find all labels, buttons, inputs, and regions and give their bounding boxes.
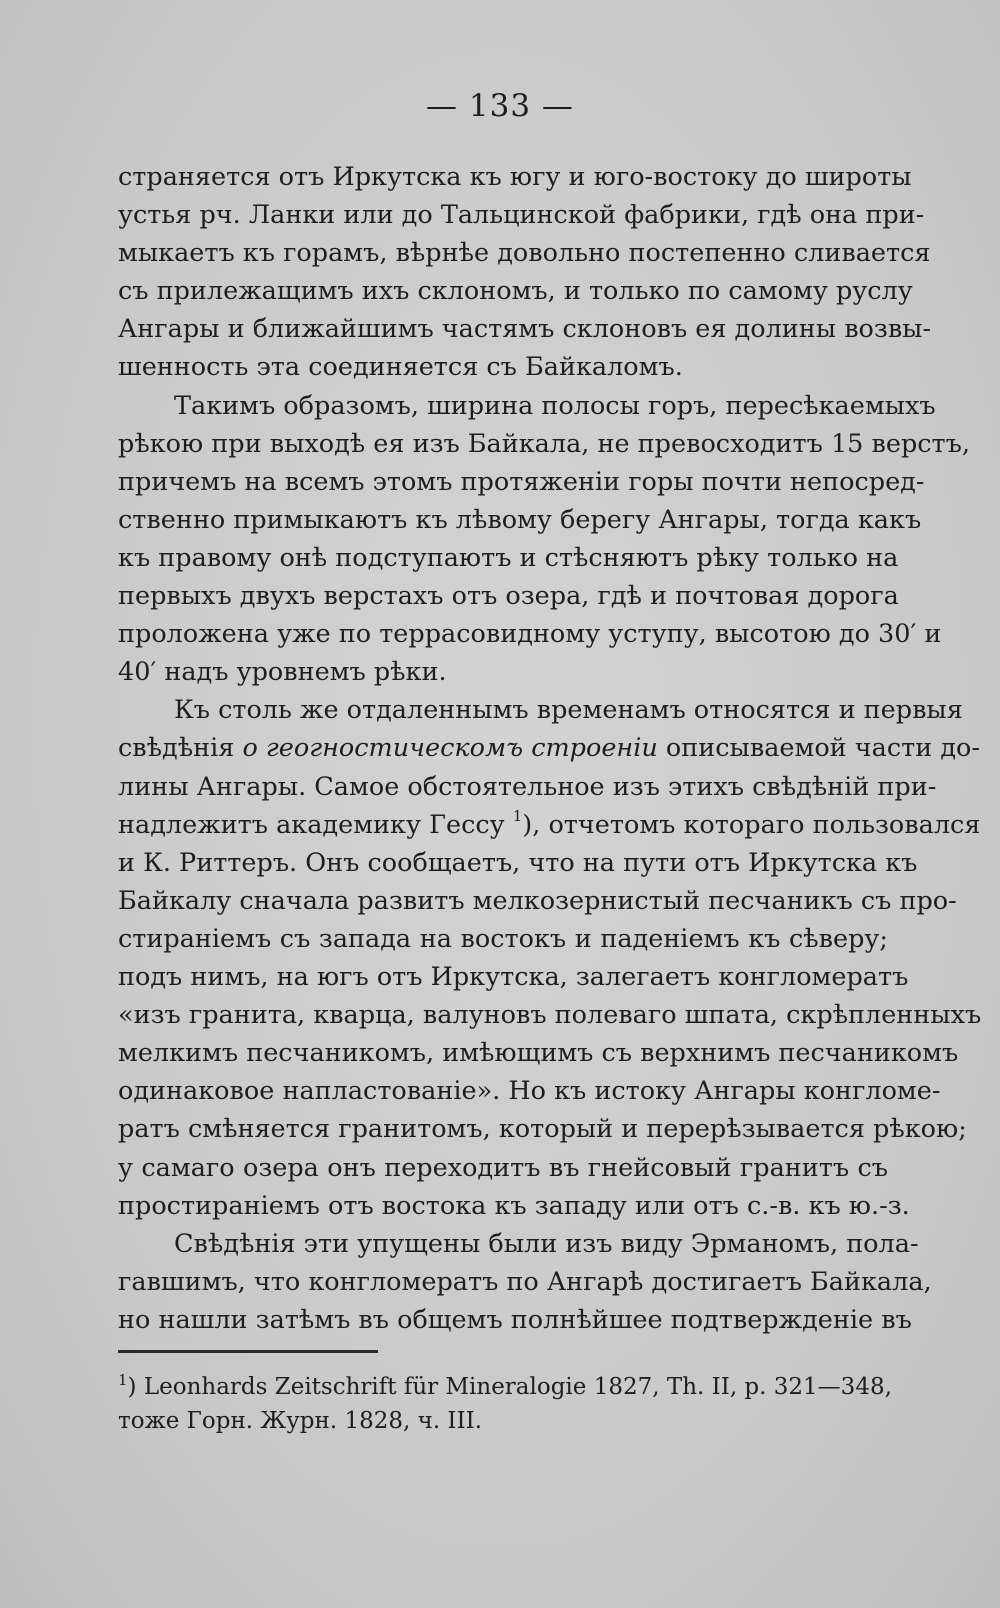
text-line: одинаковое напластованіе». Но къ истоку Ангары конгломе- <box>118 1076 941 1107</box>
text-line: «изъ гранита, кварца, валуновъ полеваго шпата, скрѣпленныхъ <box>118 1000 982 1031</box>
text-line: ратъ смѣняется гранитомъ, который и перерѣзывается рѣкою; <box>118 1114 967 1145</box>
text-segment: описываемой части до- <box>657 733 980 764</box>
text-line: лины Ангары. Самое обстоятельное изъ этихъ свѣдѣній при- <box>118 771 937 802</box>
text-line: шенность эта соединяется съ Байкаломъ. <box>118 352 683 383</box>
text-line: проложена уже по террасовидному уступу, высотою до 30′ и <box>118 619 942 650</box>
text-line: 40′ надъ уровнемъ рѣки. <box>118 657 447 688</box>
text-line: страняется отъ Иркутска къ югу и юго-востоку до широты <box>118 162 912 192</box>
text-line: устья рч. Ланки или до Тальцинской фабрики, гдѣ она при- <box>118 200 925 231</box>
text-segment: ), отчетомъ котораго пользовался <box>522 809 981 840</box>
footnote-text: ) Leonhards Zeitschrift für Mineralogie 1827, Th. II, p. 321—348, <box>127 1374 892 1400</box>
text-line: но нашли затѣмъ въ общемъ полнѣйшее подтвержденіе въ <box>118 1305 912 1336</box>
text-line: причемъ на всемъ этомъ протяженіи горы почти непосред- <box>118 466 925 497</box>
paragraph-3 <box>118 691 982 1224</box>
text-line: подъ нимъ, на югъ отъ Иркутска, залегаетъ конгломератъ <box>118 962 909 993</box>
footnote-ref: 1 <box>512 806 523 825</box>
page-number: — 133 — <box>426 88 574 124</box>
text-line: первыхъ двухъ верстахъ отъ озера, гдѣ и почтовая дорога <box>118 581 899 612</box>
text-segment: свѣдѣнія <box>118 733 243 764</box>
text-line: у самаго озера онъ переходитъ въ гнейсовый гранитъ съ <box>118 1152 888 1183</box>
text-line: рѣкою при выходѣ ея изъ Байкала, не превосходитъ 15 верстъ, <box>118 428 970 459</box>
footnote-line <box>118 1370 892 1404</box>
italic-phrase: о геогностическомъ строеніи <box>242 733 658 764</box>
paragraph-1 <box>118 158 932 387</box>
paragraph-2 <box>118 387 970 692</box>
footnote <box>118 1370 892 1438</box>
text-line: простираніемъ отъ востока къ западу или отъ с.-в. къ ю.-з. <box>118 1190 910 1221</box>
text-line: съ прилежащимъ ихъ склономъ, и только по самому руслу <box>118 276 913 307</box>
text-line: и К. Риттеръ. Онъ сообщаетъ, что на пути отъ Иркутска къ <box>118 847 918 878</box>
footnote-marker: 1 <box>118 1371 128 1389</box>
text-line: къ правому онѣ подступаютъ и стѣсняютъ рѣку только на <box>118 542 899 573</box>
text-line: гавшимъ, что конгломератъ по Ангарѣ достигаетъ Байкала, <box>118 1267 932 1298</box>
text-line: стираніемъ съ запада на востокъ и паденіемъ къ сѣверу; <box>118 923 888 954</box>
text-line: Ангары и ближайшимъ частямъ склоновъ ея долины возвы- <box>118 314 932 345</box>
text-line: ственно примыкаютъ къ лѣвому берегу Ангары, тогда какъ <box>118 504 922 535</box>
text-segment: надлежитъ академику Гессу <box>118 809 513 840</box>
text-line: Байкалу сначала развитъ мелкозернистый песчаникъ съ про- <box>118 885 957 916</box>
text-line <box>118 806 981 844</box>
text-line: мелкимъ песчаникомъ, имѣющимъ съ верхнимъ песчаникомъ <box>118 1038 959 1069</box>
footnote-divider <box>118 1350 378 1353</box>
text-line: Свѣдѣнія эти упущены были изъ виду Эрманомъ, пола- <box>174 1229 919 1259</box>
text-line: Такимъ образомъ, ширина полосы горъ, пересѣкаемыхъ <box>174 390 936 421</box>
text-line: Къ столь же отдаленнымъ временамъ относятся и первыя <box>174 695 963 726</box>
paragraph-4 <box>118 1225 932 1339</box>
text-line: мыкаетъ къ горамъ, вѣрнѣе довольно постепенно сливается <box>118 238 931 269</box>
text-line <box>118 729 980 767</box>
footnote-line: тоже Горн. Журн. 1828, ч. III. <box>118 1408 483 1434</box>
